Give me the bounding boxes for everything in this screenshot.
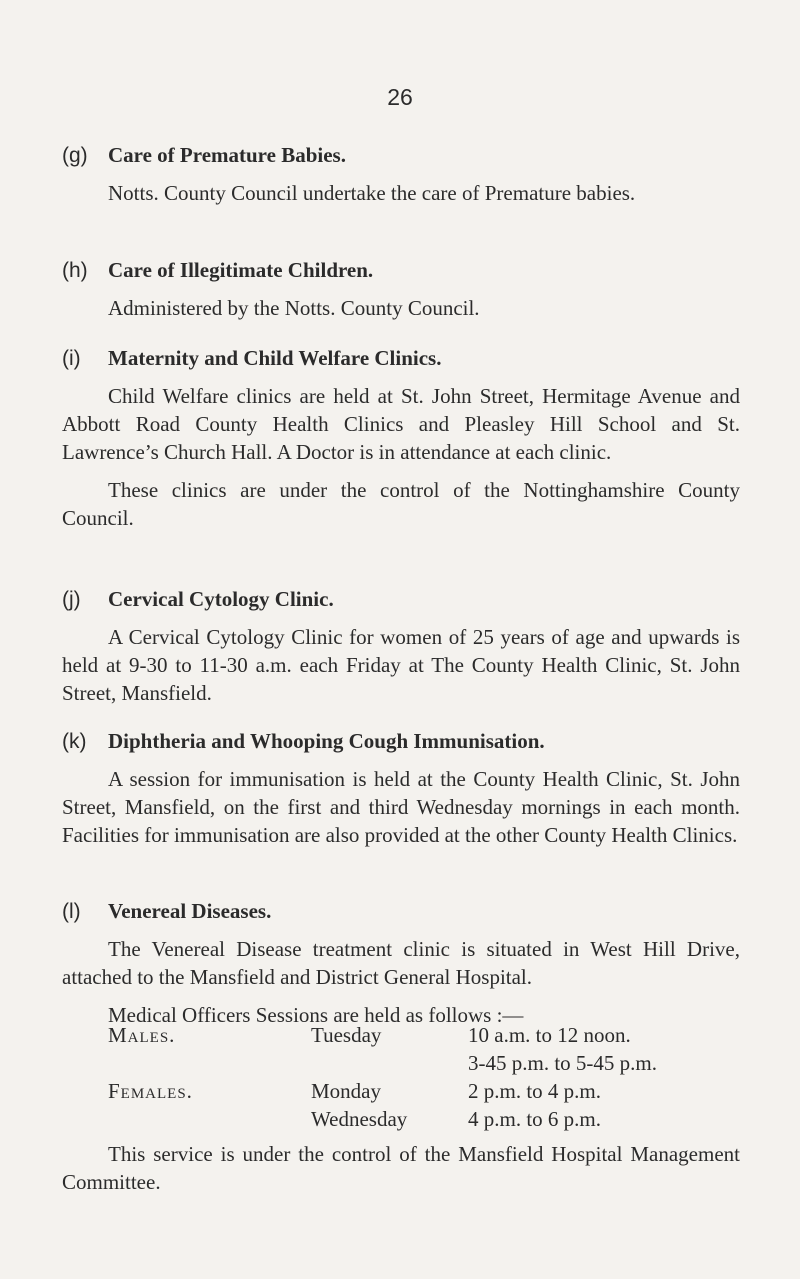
section-letter: (j): [62, 588, 81, 611]
schedule-day: Monday: [311, 1079, 381, 1103]
section-illegitimate-children: [62, 256, 740, 322]
section-heading: [62, 256, 740, 285]
schedule-time: 2 p.m. to 4 p.m.: [468, 1079, 602, 1103]
section-heading: [62, 585, 740, 614]
section-immunisation: [62, 727, 740, 849]
section-title: Diphtheria and Whooping Cough Immunisation.: [108, 729, 545, 753]
section-heading: [62, 897, 740, 926]
section-paragraph: A Cervical Cytology Clinic for women of 25 years of age and upwards is held at 9-30 to 11-30 a.m. each Friday at The County Health Clinic, St. John Street, Mansfield.: [62, 625, 740, 705]
schedule-time: 10 a.m. to 12 noon.: [468, 1023, 631, 1047]
section-title: Venereal Diseases.: [108, 899, 272, 923]
schedule-row: [108, 1105, 748, 1133]
section-paragraph: These clinics are under the control of the Nottinghamshire County Council.: [62, 478, 740, 530]
section-letter: (i): [62, 347, 81, 370]
schedule-time: 3-45 p.m. to 5-45 p.m.: [468, 1051, 657, 1075]
sessions-schedule: [108, 1021, 748, 1133]
schedule-group: Males.: [108, 1023, 176, 1047]
section-paragraph: Child Welfare clinics are held at St. John Street, Hermitage Avenue and Abbott Road County Health Clinics and Pleasley Hill School and St. Lawrence’s Church Hall. A Doctor is in attendance at each clinic.: [62, 384, 740, 464]
schedule-row: [108, 1049, 748, 1077]
schedule-time: 4 p.m. to 6 p.m.: [468, 1107, 602, 1131]
section-paragraph: Notts. County Council undertake the care of Premature babies.: [108, 181, 636, 205]
schedule-group: Females.: [108, 1079, 193, 1103]
schedule-row: [108, 1077, 748, 1105]
section-heading: [62, 344, 740, 373]
section-premature-babies: [62, 141, 740, 207]
section-title: Care of Premature Babies.: [108, 143, 346, 167]
section-title: Maternity and Child Welfare Clinics.: [108, 346, 442, 370]
closing-paragraph: This service is under the control of the Mansfield Hospital Management Committee.: [62, 1142, 740, 1194]
section-cervical-cytology: [62, 585, 740, 707]
section-letter: (l): [62, 900, 81, 923]
section-paragraph: Administered by the Notts. County Council.: [108, 296, 480, 320]
section-title: Cervical Cytology Clinic.: [108, 587, 334, 611]
section-letter: (h): [62, 259, 88, 282]
section-letter: (k): [62, 730, 87, 753]
section-letter: (g): [62, 144, 88, 167]
schedule-day: Tuesday: [311, 1023, 382, 1047]
section-paragraph: A session for immunisation is held at the County Health Clinic, St. John Street, Mansfield, on the first and third Wednesday mornings in each month. Facilities for immunisation are also provided at the other County Health Clinics.: [62, 767, 740, 847]
page-number: 26: [387, 84, 413, 110]
schedule-row: [108, 1021, 748, 1049]
schedule-day: Wednesday: [311, 1107, 408, 1131]
section-heading: [62, 727, 740, 756]
section-venereal-diseases: [62, 897, 740, 1029]
section-paragraph: The Venereal Disease treatment clinic is situated in West Hill Drive, attached to the Mansfield and District General Hospital.: [62, 937, 740, 989]
closing-block: [62, 1140, 740, 1196]
section-title: Care of Illegitimate Children.: [108, 258, 374, 282]
section-maternity-clinics: [62, 344, 740, 532]
section-heading: [62, 141, 740, 170]
section-paragraph: Medical Officers Sessions are held as follows :—: [108, 1003, 524, 1027]
